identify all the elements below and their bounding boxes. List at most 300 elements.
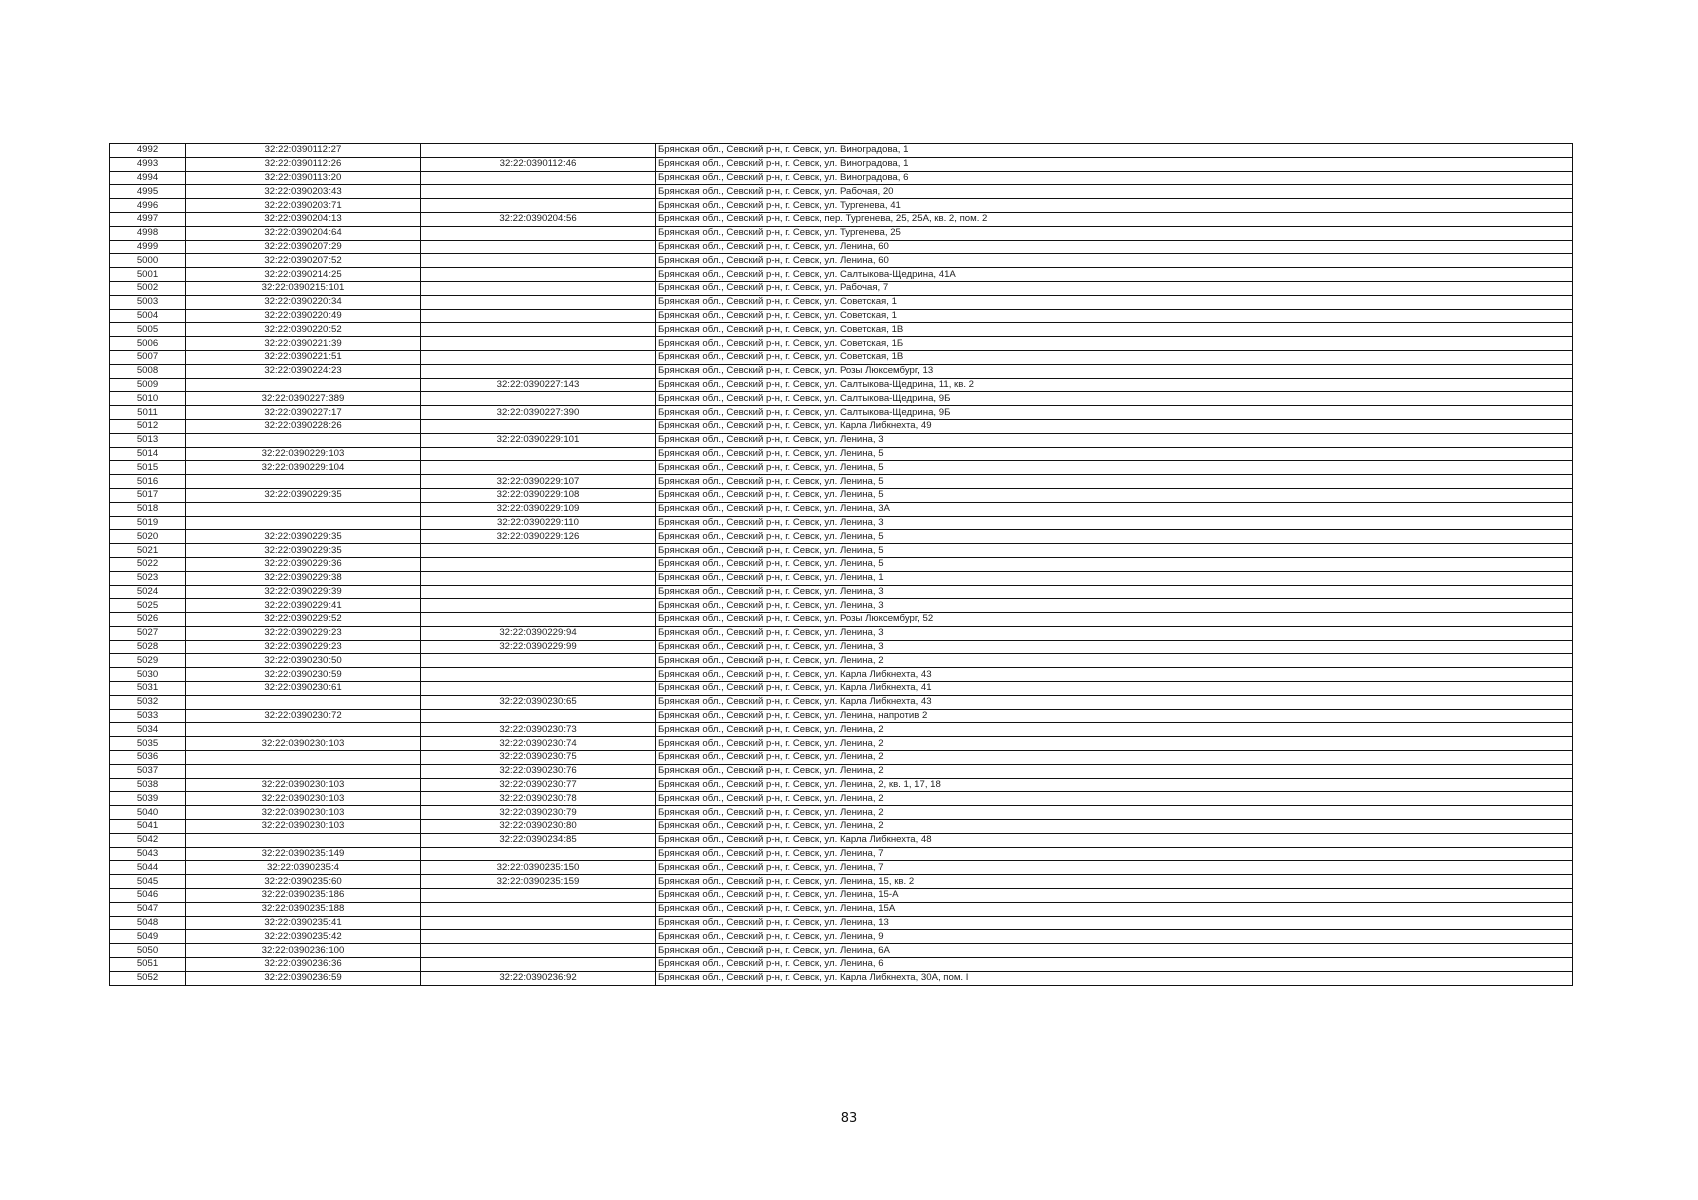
linked-cadastral-number-cell (421, 419, 656, 433)
row-number-cell: 5000 (110, 254, 186, 268)
cadastral-number-cell: 32:22:0390227:17 (186, 406, 421, 420)
linked-cadastral-number-cell (421, 709, 656, 723)
row-number-cell: 5039 (110, 792, 186, 806)
row-number-cell: 4997 (110, 212, 186, 226)
cadastral-number-cell: 32:22:0390236:100 (186, 944, 421, 958)
linked-cadastral-number-cell (421, 599, 656, 613)
cadastral-number-cell: 32:22:0390207:52 (186, 254, 421, 268)
cadastral-number-cell: 32:22:0390235:188 (186, 902, 421, 916)
table-row (110, 640, 1573, 654)
address-cell: Брянская обл., Севский р-н, г. Севск, ул. Ленина, 6 (656, 958, 1573, 972)
cadastral-number-cell (186, 833, 421, 847)
linked-cadastral-number-cell: 32:22:0390229:107 (421, 475, 656, 489)
cadastral-number-cell: 32:22:0390112:27 (186, 144, 421, 158)
row-number-cell: 5024 (110, 585, 186, 599)
table-row (110, 916, 1573, 930)
row-number-cell: 5049 (110, 930, 186, 944)
linked-cadastral-number-cell: 32:22:0390229:126 (421, 530, 656, 544)
row-number-cell: 5044 (110, 861, 186, 875)
cadastral-number-cell: 32:22:0390236:36 (186, 958, 421, 972)
row-number-cell: 4992 (110, 144, 186, 158)
cadastral-number-cell: 32:22:0390203:71 (186, 199, 421, 213)
row-number-cell: 5030 (110, 668, 186, 682)
row-number-cell: 5016 (110, 475, 186, 489)
cadastral-number-cell: 32:22:0390230:103 (186, 737, 421, 751)
cadastral-number-cell: 32:22:0390112:26 (186, 157, 421, 171)
address-cell: Брянская обл., Севский р-н, г. Севск, ул. Тургенева, 25 (656, 226, 1573, 240)
linked-cadastral-number-cell (421, 240, 656, 254)
row-number-cell: 5031 (110, 682, 186, 696)
table-row (110, 585, 1573, 599)
row-number-cell: 4998 (110, 226, 186, 240)
row-number-cell: 5004 (110, 309, 186, 323)
address-cell: Брянская обл., Севский р-н, г. Севск, ул. Виноградова, 6 (656, 171, 1573, 185)
linked-cadastral-number-cell (421, 295, 656, 309)
table-row (110, 668, 1573, 682)
cadastral-number-cell: 32:22:0390229:35 (186, 544, 421, 558)
linked-cadastral-number-cell: 32:22:0390230:76 (421, 764, 656, 778)
linked-cadastral-number-cell: 32:22:0390229:101 (421, 433, 656, 447)
table-row (110, 764, 1573, 778)
cadastral-number-cell: 32:22:0390215:101 (186, 281, 421, 295)
address-cell: Брянская обл., Севский р-н, г. Севск, ул. Ленина, 15-А (656, 889, 1573, 903)
address-cell: Брянская обл., Севский р-н, г. Севск, ул. Советская, 1 (656, 295, 1573, 309)
row-number-cell: 5002 (110, 281, 186, 295)
row-number-cell: 5047 (110, 902, 186, 916)
table-row (110, 240, 1573, 254)
linked-cadastral-number-cell (421, 226, 656, 240)
address-cell: Брянская обл., Севский р-н, г. Севск, ул. Карла Либкнехта, 41 (656, 682, 1573, 696)
table-row (110, 419, 1573, 433)
address-cell: Брянская обл., Севский р-н, г. Севск, ул. Ленина, 5 (656, 461, 1573, 475)
table-row (110, 157, 1573, 171)
linked-cadastral-number-cell (421, 199, 656, 213)
table-row (110, 751, 1573, 765)
row-number-cell: 5052 (110, 971, 186, 985)
row-number-cell: 5043 (110, 847, 186, 861)
row-number-cell: 4994 (110, 171, 186, 185)
address-cell: Брянская обл., Севский р-н, г. Севск, ул. Ленина, 2 (656, 723, 1573, 737)
address-cell: Брянская обл., Севский р-н, г. Севск, ул. Ленина, 15, кв. 2 (656, 875, 1573, 889)
table-row (110, 861, 1573, 875)
linked-cadastral-number-cell: 32:22:0390227:390 (421, 406, 656, 420)
table-row (110, 557, 1573, 571)
row-number-cell: 5017 (110, 488, 186, 502)
address-cell: Брянская обл., Севский р-н, г. Севск, ул. Розы Люксембург, 13 (656, 364, 1573, 378)
table-row (110, 475, 1573, 489)
linked-cadastral-number-cell (421, 337, 656, 351)
linked-cadastral-number-cell (421, 902, 656, 916)
table-row (110, 544, 1573, 558)
linked-cadastral-number-cell (421, 916, 656, 930)
linked-cadastral-number-cell: 32:22:0390229:94 (421, 626, 656, 640)
row-number-cell: 5010 (110, 392, 186, 406)
cadastral-number-cell (186, 475, 421, 489)
address-cell: Брянская обл., Севский р-н, г. Севск, ул. Виноградова, 1 (656, 157, 1573, 171)
cadastral-number-cell (186, 723, 421, 737)
linked-cadastral-number-cell (421, 447, 656, 461)
linked-cadastral-number-cell: 32:22:0390236:92 (421, 971, 656, 985)
linked-cadastral-number-cell (421, 944, 656, 958)
address-cell: Брянская обл., Севский р-н, г. Севск, ул. Ленина, 2, кв. 1, 17, 18 (656, 778, 1573, 792)
cadastral-number-cell: 32:22:0390229:23 (186, 626, 421, 640)
cadastral-number-cell: 32:22:0390229:41 (186, 599, 421, 613)
linked-cadastral-number-cell: 32:22:0390230:80 (421, 820, 656, 834)
row-number-cell: 5027 (110, 626, 186, 640)
linked-cadastral-number-cell (421, 889, 656, 903)
table-row (110, 364, 1573, 378)
address-cell: Брянская обл., Севский р-н, г. Севск, ул. Тургенева, 41 (656, 199, 1573, 213)
row-number-cell: 4996 (110, 199, 186, 213)
row-number-cell: 5026 (110, 613, 186, 627)
linked-cadastral-number-cell (421, 281, 656, 295)
cadastral-number-cell: 32:22:0390229:39 (186, 585, 421, 599)
cadastral-number-cell: 32:22:0390220:34 (186, 295, 421, 309)
row-number-cell: 5021 (110, 544, 186, 558)
address-cell: Брянская обл., Севский р-н, г. Севск, ул. Карла Либкнехта, 49 (656, 419, 1573, 433)
row-number-cell: 5041 (110, 820, 186, 834)
address-cell: Брянская обл., Севский р-н, г. Севск, ул. Карла Либкнехта, 48 (656, 833, 1573, 847)
table-row (110, 254, 1573, 268)
address-cell: Брянская обл., Севский р-н, г. Севск, ул. Ленина, 2 (656, 820, 1573, 834)
linked-cadastral-number-cell (421, 185, 656, 199)
row-number-cell: 5040 (110, 806, 186, 820)
linked-cadastral-number-cell (421, 557, 656, 571)
address-cell: Брянская обл., Севский р-н, г. Севск, ул. Ленина, 5 (656, 488, 1573, 502)
address-cell: Брянская обл., Севский р-н, г. Севск, пер. Тургенева, 25, 25А, кв. 2, пом. 2 (656, 212, 1573, 226)
address-cell: Брянская обл., Севский р-н, г. Севск, ул. Ленина, 5 (656, 475, 1573, 489)
table-row (110, 406, 1573, 420)
cadastral-number-cell: 32:22:0390227:389 (186, 392, 421, 406)
table-row (110, 613, 1573, 627)
address-cell: Брянская обл., Севский р-н, г. Севск, ул. Ленина, 3А (656, 502, 1573, 516)
cadastral-number-cell: 32:22:0390230:103 (186, 806, 421, 820)
cadastral-number-cell: 32:22:0390214:25 (186, 268, 421, 282)
table-row (110, 930, 1573, 944)
table-row (110, 530, 1573, 544)
linked-cadastral-number-cell: 32:22:0390230:77 (421, 778, 656, 792)
table-row (110, 792, 1573, 806)
cadastral-number-cell: 32:22:0390229:38 (186, 571, 421, 585)
cadastral-number-cell: 32:22:0390229:35 (186, 488, 421, 502)
address-cell: Брянская обл., Севский р-н, г. Севск, ул. Карла Либкнехта, 30А, пом. I (656, 971, 1573, 985)
linked-cadastral-number-cell (421, 461, 656, 475)
cadastral-number-cell: 32:22:0390235:41 (186, 916, 421, 930)
table-row (110, 502, 1573, 516)
table-row (110, 447, 1573, 461)
table-row (110, 806, 1573, 820)
linked-cadastral-number-cell (421, 847, 656, 861)
linked-cadastral-number-cell (421, 613, 656, 627)
table-row (110, 392, 1573, 406)
page-number: 83 (840, 1111, 858, 1126)
address-cell: Брянская обл., Севский р-н, г. Севск, ул. Ленина, 3 (656, 516, 1573, 530)
row-number-cell: 5007 (110, 350, 186, 364)
cadastral-number-cell: 32:22:0390230:103 (186, 778, 421, 792)
cadastral-number-cell: 32:22:0390236:59 (186, 971, 421, 985)
linked-cadastral-number-cell: 32:22:0390234:85 (421, 833, 656, 847)
row-number-cell: 5028 (110, 640, 186, 654)
address-cell: Брянская обл., Севский р-н, г. Севск, ул. Ленина, 5 (656, 557, 1573, 571)
table-row (110, 268, 1573, 282)
address-cell: Брянская обл., Севский р-н, г. Севск, ул. Советская, 1Б (656, 337, 1573, 351)
linked-cadastral-number-cell: 32:22:0390230:78 (421, 792, 656, 806)
address-cell: Брянская обл., Севский р-н, г. Севск, ул. Ленина, 7 (656, 847, 1573, 861)
table-row (110, 571, 1573, 585)
address-cell: Брянская обл., Севский р-н, г. Севск, ул. Ленина, 5 (656, 544, 1573, 558)
cadastral-number-cell: 32:22:0390203:43 (186, 185, 421, 199)
cadastral-number-cell: 32:22:0390230:103 (186, 820, 421, 834)
row-number-cell: 5008 (110, 364, 186, 378)
linked-cadastral-number-cell: 32:22:0390229:99 (421, 640, 656, 654)
address-cell: Брянская обл., Севский р-н, г. Севск, ул. Советская, 1В (656, 323, 1573, 337)
linked-cadastral-number-cell: 32:22:0390227:143 (421, 378, 656, 392)
linked-cadastral-number-cell (421, 654, 656, 668)
table-row (110, 199, 1573, 213)
row-number-cell: 5014 (110, 447, 186, 461)
table-row (110, 309, 1573, 323)
linked-cadastral-number-cell: 32:22:0390229:108 (421, 488, 656, 502)
linked-cadastral-number-cell (421, 930, 656, 944)
cadastral-number-cell: 32:22:0390229:23 (186, 640, 421, 654)
row-number-cell: 5032 (110, 695, 186, 709)
address-cell: Брянская обл., Севский р-н, г. Севск, ул. Ленина, 2 (656, 792, 1573, 806)
linked-cadastral-number-cell (421, 585, 656, 599)
cadastral-number-cell: 32:22:0390221:51 (186, 350, 421, 364)
table-row (110, 944, 1573, 958)
cadastral-number-cell: 32:22:0390204:13 (186, 212, 421, 226)
table-row (110, 902, 1573, 916)
cadastral-number-cell: 32:22:0390220:52 (186, 323, 421, 337)
cadastral-number-cell: 32:22:0390221:39 (186, 337, 421, 351)
linked-cadastral-number-cell (421, 350, 656, 364)
table-row (110, 378, 1573, 392)
table-row (110, 958, 1573, 972)
cadastral-number-cell: 32:22:0390235:42 (186, 930, 421, 944)
address-cell: Брянская обл., Севский р-н, г. Севск, ул. Розы Люксембург, 52 (656, 613, 1573, 627)
table-row (110, 723, 1573, 737)
address-cell: Брянская обл., Севский р-н, г. Севск, ул. Салтыкова-Щедрина, 9Б (656, 392, 1573, 406)
linked-cadastral-number-cell (421, 392, 656, 406)
row-number-cell: 5011 (110, 406, 186, 420)
cadastral-table (109, 143, 1573, 986)
linked-cadastral-number-cell (421, 254, 656, 268)
row-number-cell: 5036 (110, 751, 186, 765)
cadastral-number-cell: 32:22:0390235:60 (186, 875, 421, 889)
row-number-cell: 5034 (110, 723, 186, 737)
row-number-cell: 5009 (110, 378, 186, 392)
cadastral-number-cell: 32:22:0390230:50 (186, 654, 421, 668)
table-row (110, 461, 1573, 475)
linked-cadastral-number-cell (421, 682, 656, 696)
table-row (110, 709, 1573, 723)
address-cell: Брянская обл., Севский р-н, г. Севск, ул. Ленина, 3 (656, 626, 1573, 640)
row-number-cell: 5042 (110, 833, 186, 847)
table-row (110, 226, 1573, 240)
cadastral-number-cell: 32:22:0390229:35 (186, 530, 421, 544)
address-cell: Брянская обл., Севский р-н, г. Севск, ул. Ленина, 2 (656, 806, 1573, 820)
linked-cadastral-number-cell: 32:22:0390230:75 (421, 751, 656, 765)
row-number-cell: 5003 (110, 295, 186, 309)
row-number-cell: 5045 (110, 875, 186, 889)
row-number-cell: 5023 (110, 571, 186, 585)
cadastral-number-cell (186, 516, 421, 530)
address-cell: Брянская обл., Севский р-н, г. Севск, ул. Ленина, 3 (656, 433, 1573, 447)
table-row (110, 516, 1573, 530)
row-number-cell: 5035 (110, 737, 186, 751)
table-row (110, 488, 1573, 502)
table-row (110, 171, 1573, 185)
address-cell: Брянская обл., Севский р-н, г. Севск, ул. Карла Либкнехта, 43 (656, 668, 1573, 682)
address-cell: Брянская обл., Севский р-н, г. Севск, ул. Ленина, 2 (656, 751, 1573, 765)
address-cell: Брянская обл., Севский р-н, г. Севск, ул. Ленина, 60 (656, 254, 1573, 268)
table-row (110, 295, 1573, 309)
linked-cadastral-number-cell: 32:22:0390204:56 (421, 212, 656, 226)
table-row (110, 185, 1573, 199)
linked-cadastral-number-cell (421, 544, 656, 558)
row-number-cell: 5012 (110, 419, 186, 433)
address-cell: Брянская обл., Севский р-н, г. Севск, ул. Рабочая, 20 (656, 185, 1573, 199)
linked-cadastral-number-cell: 32:22:0390229:110 (421, 516, 656, 530)
linked-cadastral-number-cell (421, 364, 656, 378)
row-number-cell: 5022 (110, 557, 186, 571)
cadastral-number-cell (186, 764, 421, 778)
address-cell: Брянская обл., Севский р-н, г. Севск, ул. Ленина, 2 (656, 737, 1573, 751)
address-cell: Брянская обл., Севский р-н, г. Севск, ул. Карла Либкнехта, 43 (656, 695, 1573, 709)
linked-cadastral-number-cell: 32:22:0390112:46 (421, 157, 656, 171)
row-number-cell: 5046 (110, 889, 186, 903)
cadastral-number-cell: 32:22:0390229:36 (186, 557, 421, 571)
table-row (110, 833, 1573, 847)
table-row (110, 281, 1573, 295)
linked-cadastral-number-cell (421, 144, 656, 158)
cadastral-number-cell (186, 502, 421, 516)
cadastral-number-cell: 32:22:0390220:49 (186, 309, 421, 323)
row-number-cell: 5019 (110, 516, 186, 530)
row-number-cell: 5015 (110, 461, 186, 475)
address-cell: Брянская обл., Севский р-н, г. Севск, ул. Советская, 1 (656, 309, 1573, 323)
linked-cadastral-number-cell: 32:22:0390235:150 (421, 861, 656, 875)
table-row (110, 212, 1573, 226)
address-cell: Брянская обл., Севский р-н, г. Севск, ул. Ленина, 6А (656, 944, 1573, 958)
linked-cadastral-number-cell (421, 268, 656, 282)
cadastral-number-cell (186, 695, 421, 709)
address-cell: Брянская обл., Севский р-н, г. Севск, ул. Рабочая, 7 (656, 281, 1573, 295)
address-cell: Брянская обл., Севский р-н, г. Севск, ул. Салтыкова-Щедрина, 41А (656, 268, 1573, 282)
address-cell: Брянская обл., Севский р-н, г. Севск, ул. Ленина, 3 (656, 585, 1573, 599)
table-row (110, 144, 1573, 158)
table-row (110, 875, 1573, 889)
address-cell: Брянская обл., Севский р-н, г. Севск, ул. Виноградова, 1 (656, 144, 1573, 158)
address-cell: Брянская обл., Севский р-н, г. Севск, ул. Ленина, 5 (656, 530, 1573, 544)
linked-cadastral-number-cell (421, 958, 656, 972)
table-row (110, 433, 1573, 447)
address-cell: Брянская обл., Севский р-н, г. Севск, ул. Ленина, 15А (656, 902, 1573, 916)
table-row (110, 626, 1573, 640)
linked-cadastral-number-cell: 32:22:0390229:109 (421, 502, 656, 516)
row-number-cell: 5033 (110, 709, 186, 723)
row-number-cell: 5037 (110, 764, 186, 778)
address-cell: Брянская обл., Севский р-н, г. Севск, ул. Ленина, напротив 2 (656, 709, 1573, 723)
cadastral-number-cell: 32:22:0390229:52 (186, 613, 421, 627)
table-row (110, 654, 1573, 668)
address-cell: Брянская обл., Севский р-н, г. Севск, ул. Ленина, 60 (656, 240, 1573, 254)
table-row (110, 778, 1573, 792)
address-cell: Брянская обл., Севский р-н, г. Севск, ул. Салтыкова-Щедрина, 9Б (656, 406, 1573, 420)
table-row (110, 337, 1573, 351)
address-cell: Брянская обл., Севский р-н, г. Севск, ул. Ленина, 3 (656, 640, 1573, 654)
linked-cadastral-number-cell: 32:22:0390230:79 (421, 806, 656, 820)
table-row (110, 323, 1573, 337)
cadastral-number-cell: 32:22:0390228:26 (186, 419, 421, 433)
linked-cadastral-number-cell: 32:22:0390230:65 (421, 695, 656, 709)
row-number-cell: 5048 (110, 916, 186, 930)
address-cell: Брянская обл., Севский р-н, г. Севск, ул. Ленина, 13 (656, 916, 1573, 930)
table-row (110, 889, 1573, 903)
table-row (110, 599, 1573, 613)
cadastral-number-cell: 32:22:0390235:4 (186, 861, 421, 875)
row-number-cell: 4999 (110, 240, 186, 254)
row-number-cell: 4995 (110, 185, 186, 199)
linked-cadastral-number-cell: 32:22:0390230:74 (421, 737, 656, 751)
linked-cadastral-number-cell (421, 323, 656, 337)
linked-cadastral-number-cell (421, 571, 656, 585)
linked-cadastral-number-cell: 32:22:0390230:73 (421, 723, 656, 737)
row-number-cell: 5005 (110, 323, 186, 337)
linked-cadastral-number-cell: 32:22:0390235:159 (421, 875, 656, 889)
cadastral-number-cell: 32:22:0390113:20 (186, 171, 421, 185)
cadastral-number-cell (186, 751, 421, 765)
row-number-cell: 4993 (110, 157, 186, 171)
address-cell: Брянская обл., Севский р-н, г. Севск, ул. Ленина, 2 (656, 764, 1573, 778)
row-number-cell: 5001 (110, 268, 186, 282)
table-row (110, 682, 1573, 696)
address-cell: Брянская обл., Севский р-н, г. Севск, ул. Ленина, 9 (656, 930, 1573, 944)
table-row (110, 695, 1573, 709)
address-cell: Брянская обл., Севский р-н, г. Севск, ул. Ленина, 5 (656, 447, 1573, 461)
table-row (110, 847, 1573, 861)
linked-cadastral-number-cell (421, 171, 656, 185)
cadastral-number-cell: 32:22:0390235:149 (186, 847, 421, 861)
table-row (110, 971, 1573, 985)
row-number-cell: 5025 (110, 599, 186, 613)
address-cell: Брянская обл., Севский р-н, г. Севск, ул. Ленина, 3 (656, 599, 1573, 613)
table-row (110, 820, 1573, 834)
cadastral-number-cell: 32:22:0390235:186 (186, 889, 421, 903)
linked-cadastral-number-cell (421, 309, 656, 323)
address-cell: Брянская обл., Севский р-н, г. Севск, ул. Салтыкова-Щедрина, 11, кв. 2 (656, 378, 1573, 392)
cadastral-number-cell (186, 378, 421, 392)
row-number-cell: 5038 (110, 778, 186, 792)
row-number-cell: 5051 (110, 958, 186, 972)
row-number-cell: 5006 (110, 337, 186, 351)
linked-cadastral-number-cell (421, 668, 656, 682)
address-cell: Брянская обл., Севский р-н, г. Севск, ул. Ленина, 1 (656, 571, 1573, 585)
cadastral-table-body (110, 144, 1573, 986)
row-number-cell: 5020 (110, 530, 186, 544)
cadastral-number-cell: 32:22:0390230:103 (186, 792, 421, 806)
cadastral-number-cell (186, 433, 421, 447)
table-row (110, 737, 1573, 751)
cadastral-number-cell: 32:22:0390224:23 (186, 364, 421, 378)
cadastral-number-cell: 32:22:0390230:72 (186, 709, 421, 723)
row-number-cell: 5050 (110, 944, 186, 958)
row-number-cell: 5013 (110, 433, 186, 447)
row-number-cell: 5029 (110, 654, 186, 668)
address-cell: Брянская обл., Севский р-н, г. Севск, ул. Советская, 1В (656, 350, 1573, 364)
cadastral-number-cell: 32:22:0390230:59 (186, 668, 421, 682)
cadastral-number-cell: 32:22:0390230:61 (186, 682, 421, 696)
